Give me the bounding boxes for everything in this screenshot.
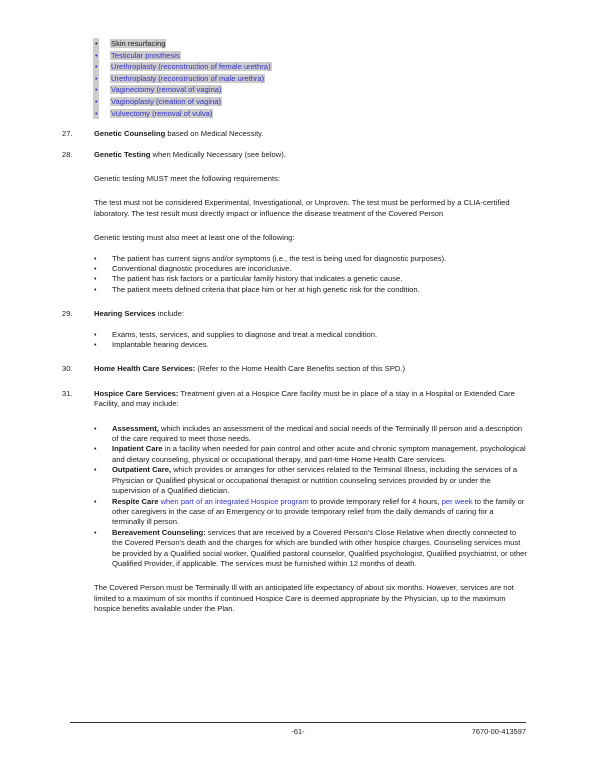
page-number: -61- [291,727,305,736]
list-item[interactable] [62,96,528,108]
list-item-label: in a facility when needed for pain control and other acute and chronic symptom management, psychological and dietary counseling, physical or occupational therapy, and part-time Home Health Care services. [112,444,526,464]
list-item-label: Exams, tests, services, and supplies to diagnose and treat a medical condition. [112,329,378,339]
list-item [94,264,528,274]
list-item[interactable] [62,38,528,50]
item-number: 31. [62,388,73,398]
list-item[interactable] [62,61,528,73]
list-item[interactable] [62,50,528,62]
list-item [94,465,528,496]
list-item-label: Vaginoplasty (creation of vagina) [111,96,222,106]
hospice-closing-paragraph: The Covered Person must be Terminally Ill with an anticipated life expectancy of about six months. However, services are not limited to a maximum of six months if continued Hospice Care is deemed appropriate by the Physician, up to the maximum hospice benefits available under the Plan. [94,583,514,614]
genetic-testing-requirements-intro: Genetic testing MUST meet the following requirements: [94,173,280,183]
bullet-icon: • [94,284,97,294]
item-number: 28. [62,149,73,159]
list-item [94,254,528,264]
bullet-icon: • [94,340,97,350]
selected-procedure-list [62,38,528,119]
list-item-label: Implantable hearing devices. [112,340,209,350]
bullet-icon: • [94,274,97,284]
list-item [94,444,528,465]
item-text: when Medically Necessary (see below). [150,149,286,159]
genetic-testing-requirements-body: The test must not be considered Experimental, Investigational, or Unproven. The test must be performed by a CLIA-certified laboratory. The test result must directly impact or influence the disease treatment of the Covered Person [94,198,510,218]
hearing-services-list [62,330,528,351]
list-item-title: Bereavement Counseling: [112,527,206,537]
list-item-text-c: to the family or other caregivers in the case of an Emergency or to provide temporary relief from the daily demands of caring for a terminally ill person. [112,496,525,527]
genetic-testing-criteria-list [62,254,528,296]
bullet-icon: • [95,50,98,60]
numbered-item-28 [62,150,528,160]
bullet-icon: • [94,527,97,537]
list-item-title: Assessment, [112,423,159,433]
item-title: Genetic Testing [94,149,151,159]
list-item [94,528,528,570]
item-number: 29. [62,309,73,319]
list-item [94,330,528,340]
list-item[interactable] [62,73,528,85]
numbered-item-30 [62,364,528,374]
list-item [94,424,528,445]
list-item-label: Vulvectomy (removal of vulva) [111,108,213,118]
list-item-title: Respite Care [112,496,159,506]
bullet-icon: • [95,108,98,118]
item-text: based on Medical Necessity. [165,129,264,139]
genetic-testing-criteria-intro: Genetic testing must also meet at least one of the following: [94,233,295,243]
item-text: Treatment given at a Hospice Care facility must be in place of a stay in a Hospital or Extended Care Facility, and may include: [94,388,515,409]
list-item-text-b: to provide temporary relief for 4 hours, [308,496,442,506]
item-number: 30. [62,364,73,374]
bullet-icon: • [94,329,97,339]
list-item [94,274,528,284]
list-item[interactable] [62,108,528,120]
hospice-care-list [62,424,528,570]
list-item [94,340,528,350]
list-item [94,285,528,295]
bullet-icon: • [94,264,97,273]
page-content [62,38,528,615]
bullet-icon: • [95,39,98,48]
list-item-label: Vaginectomy (removal of vagina) [111,85,222,95]
list-item-label: which provides or arranges for other services related to the Terminal Illness, including the services of a Physician or Qualified physical or occupational therapist or nutrition counseling services provided by or under the supervision of a Qualified dietician. [112,465,518,496]
list-item-label: Conventional diagnostic procedures are inconclusive. [112,264,292,273]
item-title: Home Health Care Services: [94,364,196,374]
list-item-label: Urethroplasty (reconstruction of male urethra) [111,73,265,83]
list-item [94,497,528,528]
bullet-icon: • [94,465,97,475]
tracked-insertion-b: per week [441,496,473,506]
footer-divider [70,722,526,723]
bullet-icon: • [94,444,97,454]
list-item-label: services that are received by a Covered Person's Close Relative when directly connected to the Covered Person's death and the charges for which are bundled with other hospice charges. Counseling services must be provided by a Qualified social worker, Qualified pastoral counselor, Qualified psychologist, Qualified psychiatrist, or other Qualified Provider, if applicable. The services must be furnished within 12 months of death. [112,527,527,568]
list-item-title: Inpatient Care [112,444,163,454]
item-title: Hearing Services [94,309,156,319]
list-item-label: The patient has current signs and/or symptoms (i.e., the test is being used for diagnostic purposes). [112,253,447,263]
list-item-label: Testicular prosthesis [111,50,180,60]
item-number: 27. [62,129,73,139]
bullet-icon: • [94,423,97,433]
list-item-label: Skin resurfacing [111,39,166,48]
bullet-icon: • [95,62,98,72]
list-item-label: The patient meets defined criteria that place him or her at high genetic risk for the condition. [112,284,420,294]
numbered-item-27 [62,129,528,139]
bullet-icon: • [94,496,97,506]
item-text: (Refer to the Home Health Care Benefits section of this SPD.) [195,364,406,374]
list-item[interactable] [62,84,528,96]
list-item-title: Outpatient Care, [112,465,172,475]
numbered-item-29 [62,309,528,319]
list-item-label: The patient has risk factors or a particular family history that indicates a genetic cause. [112,274,403,284]
bullet-icon: • [95,73,98,83]
list-item-label: which includes an assessment of the medical and social needs of the Terminally Ill person and a description of the care required to meet those needs. [112,423,523,444]
bullet-icon: • [95,85,98,95]
item-text: include: [155,309,184,319]
list-item-label: Urethroplasty (reconstruction of female urethra) [111,62,271,72]
bullet-icon: • [95,96,98,106]
form-code: 7670-00-413597 [471,727,526,736]
bullet-icon: • [94,253,97,263]
item-title: Genetic Counseling [94,129,166,139]
tracked-insertion-a: when part of an integrated Hospice program [160,496,309,506]
numbered-item-31 [62,389,528,410]
item-title: Hospice Care Services: [94,388,179,398]
